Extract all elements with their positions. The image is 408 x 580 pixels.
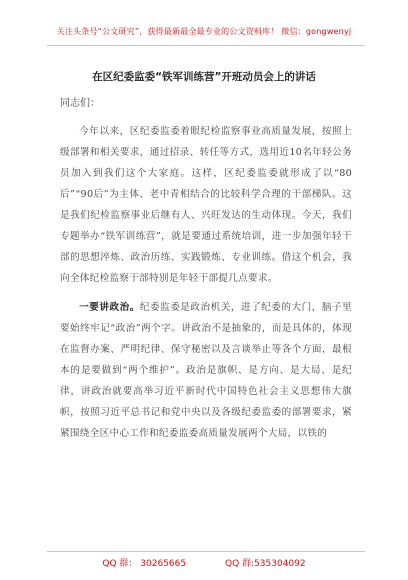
document-title: 在区纪委监委“铁军训练营”开班动员会上的讲话 bbox=[92, 71, 316, 83]
document-body bbox=[60, 95, 352, 444]
paragraph-1: 今年以来，区纪委监委着眼纪检监察事业高质量发展，按照上级部署和相关要求，通过招录、转任等方式，选用近10名年轻公务员加入到我们这个大家庭。这样，区纪委监委就形成了以“80后”“90后”为主体、老中青相结合的比较科学合理的干部梯队。这是我们纪检监察事业后继有人、兴旺发达的生动体现。今天，我们专题举办“铁军训练营”，就是要通过系统培训，进一步加强年轻干部的思想淬炼、政治历练、实践锻炼、专业训练。借这个机会，我向全体纪检监察干部特别是年轻干部提几点要求。 bbox=[60, 126, 352, 284]
footer-divider bbox=[47, 551, 365, 552]
paragraph-2-text: 纪委监委是政治机关，进了纪委的大门，脑子里要始终牢记“政治”两个字。讲政治不是抽象的，而是具体的，体现在监督办案、严明纪律、保守秘密以及言谈举止等各个方面，最根本的是要做到“两个维护”。政治是旗帜、是方向、是大局、是纪律，讲政治就要高举习近平新时代中国特色社会主义思想伟大旗帜，按照习近平总书记和党中央以及各级纪委监委的部署要求，紧紧围绕全区中心工作和纪委监委高质量发展两个大局，以铁的 bbox=[60, 302, 352, 439]
footer-qq-group-1: QQ 群： 30265665 bbox=[102, 559, 187, 569]
footer-qq-group-2: QQ 群:535304092 bbox=[224, 559, 306, 569]
salutation: 同志们： bbox=[60, 98, 100, 109]
paragraph-2 bbox=[60, 297, 352, 444]
header-promo-note: 关注头条号“公文研究”，获得最新最全最专业的公文资料库！ 微信：gongwenyj bbox=[56, 27, 352, 36]
footer bbox=[0, 556, 408, 569]
paragraph-2-lead: 一要讲政治。 bbox=[79, 302, 140, 313]
header-divider bbox=[47, 45, 365, 46]
